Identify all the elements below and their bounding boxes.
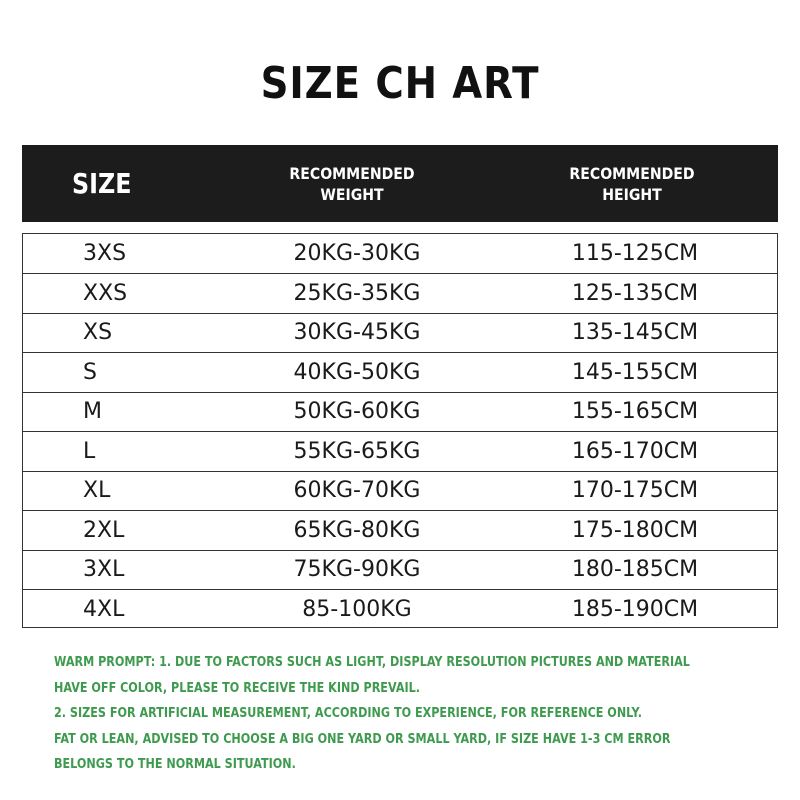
table-row [23,353,777,393]
height-cell: 170-175CM [571,478,699,503]
table-row [23,392,777,432]
height-cell: 185-190CM [571,596,699,622]
note-line: WARM PROMPT: 1. DUE TO FACTORS SUCH AS LIGHT, DISPLAY RESOLUTION PICTURES AND MATERIAL [54,655,690,670]
weight-cell: 55KG-65KG [293,438,421,464]
height-cell: 180-185CM [571,557,699,582]
size-cell: XS [83,320,113,345]
page-title: SIZE CH ART [260,58,540,109]
table-row [23,471,777,511]
table-row [23,550,777,590]
note-line: 2. SIZES FOR ARTIFICIAL MEASUREMENT, ACCORDING TO EXPERIENCE, FOR REFERENCE ONLY. [54,706,643,721]
size-cell: 3XS [83,241,127,266]
table-row [23,590,777,629]
weight-cell: 75KG-90KG [293,557,421,582]
size-cell: XXS [83,280,128,306]
size-cell: XL [83,478,111,503]
height-cell: 155-165CM [571,399,699,424]
height-cell: 125-135CM [571,280,699,306]
note-line: FAT OR LEAN, ADVISED TO CHOOSE A BIG ONE YARD OR SMALL YARD, IF SIZE HAVE 1-3 CM ERROR [54,731,671,747]
note-line: HAVE OFF COLOR, PLEASE TO RECEIVE THE KIND PREVAIL. [54,680,421,696]
header-size: SIZE [72,167,132,200]
weight-cell: 60KG-70KG [293,478,421,503]
weight-cell: 20KG-30KG [293,241,421,266]
weight-cell: 65KG-80KG [293,517,421,543]
size-cell: 4XL [83,596,125,622]
table-row [23,313,777,353]
weight-cell: 50KG-60KG [293,399,421,424]
header-weight: RECOMMENDED WEIGHT [289,163,415,204]
header-height: RECOMMENDED HEIGHT [569,163,695,204]
size-table [22,233,778,628]
height-cell: 175-180CM [571,517,699,543]
size-cell: 3XL [83,557,125,582]
size-cell: S [83,359,97,385]
warm-prompt-notes [54,650,690,778]
weight-cell: 85-100KG [302,596,412,622]
table-row [23,234,777,274]
size-cell: 2XL [83,517,125,543]
table-header [22,145,778,222]
height-cell: 115-125CM [571,241,699,266]
table-row [23,511,777,551]
height-cell: 165-170CM [571,438,699,464]
height-cell: 135-145CM [571,320,699,345]
weight-cell: 40KG-50KG [293,359,421,385]
table-row [23,274,777,314]
weight-cell: 30KG-45KG [293,320,421,345]
size-cell: L [83,438,96,464]
size-cell: M [83,399,102,424]
note-line: BELONGS TO THE NORMAL SITUATION. [54,757,296,772]
height-cell: 145-155CM [571,359,699,385]
table-row [23,432,777,472]
weight-cell: 25KG-35KG [293,280,421,306]
